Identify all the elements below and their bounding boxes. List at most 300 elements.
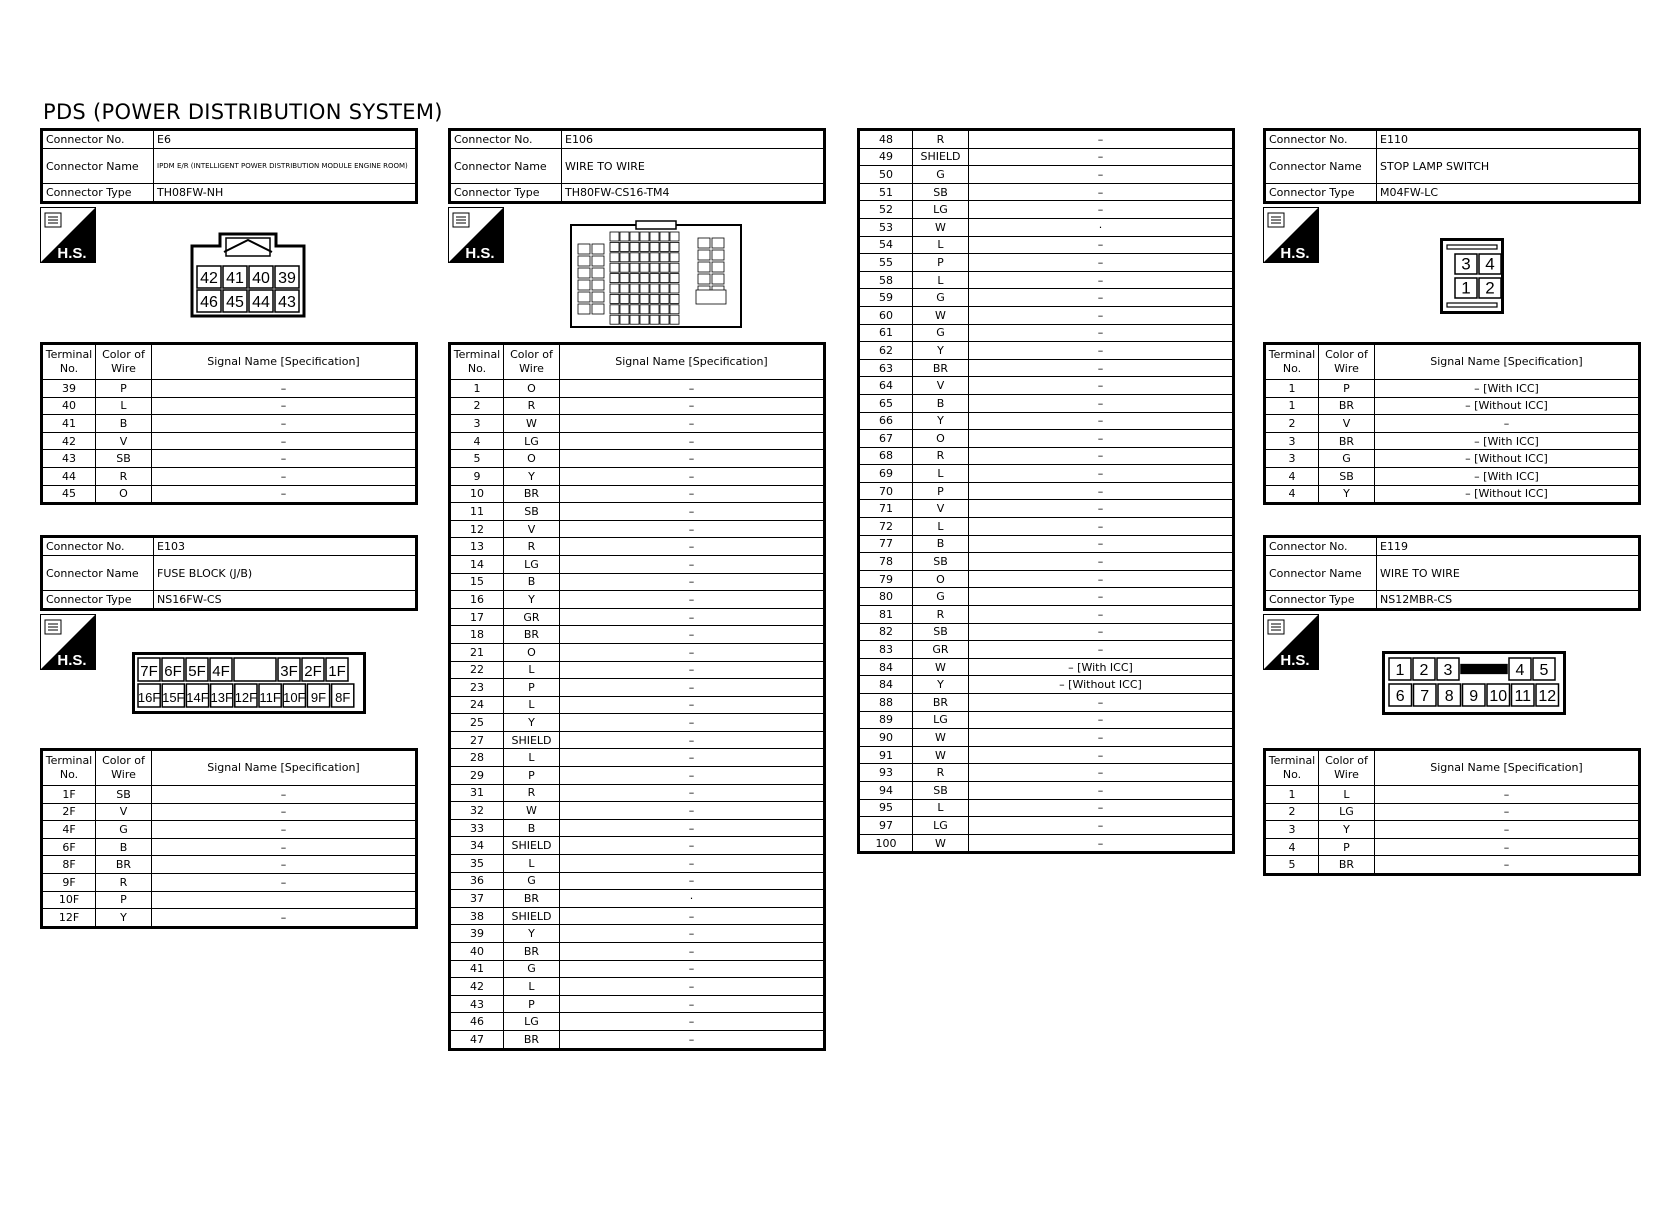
terminal-number: 22 bbox=[450, 661, 504, 679]
connector-no-label: Connector No. bbox=[1265, 537, 1377, 556]
signal-name: – bbox=[152, 838, 417, 856]
connector-e6-header bbox=[40, 128, 418, 204]
wire-color: V bbox=[913, 500, 969, 518]
pin-number: 40 bbox=[252, 270, 270, 288]
table-row bbox=[450, 784, 825, 802]
terminal-number: 63 bbox=[859, 359, 913, 377]
table-row bbox=[450, 485, 825, 503]
terminal-number: 24 bbox=[450, 696, 504, 714]
terminal-number: 12F bbox=[42, 909, 96, 928]
pin-number: 2 bbox=[1485, 278, 1495, 298]
signal-name: – bbox=[969, 694, 1234, 712]
wire-color: BR bbox=[913, 694, 969, 712]
signal-name: – bbox=[560, 696, 825, 714]
terminal-number: 81 bbox=[859, 606, 913, 624]
wire-color: V bbox=[1319, 415, 1375, 433]
signal-name: – bbox=[560, 749, 825, 767]
connector-type-value: TH08FW-NH bbox=[154, 184, 417, 203]
pin-cavity bbox=[620, 242, 629, 251]
wire-color: BR bbox=[504, 890, 560, 908]
pin-cavity bbox=[610, 232, 619, 241]
terminal-number: 70 bbox=[859, 482, 913, 500]
signal-name: – bbox=[969, 289, 1234, 307]
terminal-number: 10 bbox=[450, 485, 504, 503]
terminal-number: 93 bbox=[859, 764, 913, 782]
terminal-number: 6F bbox=[42, 838, 96, 856]
pin-number: 13F bbox=[210, 689, 233, 705]
signal-name: – bbox=[560, 467, 825, 485]
terminal-number: 64 bbox=[859, 377, 913, 395]
table-row bbox=[42, 909, 417, 928]
pin-number: 4F bbox=[212, 662, 230, 680]
table-row bbox=[42, 891, 417, 909]
pin-cavity bbox=[650, 232, 659, 241]
terminal-number: 80 bbox=[859, 588, 913, 606]
pin-cavity bbox=[670, 242, 679, 251]
wire-color: SB bbox=[96, 786, 152, 804]
wire-color: B bbox=[96, 838, 152, 856]
wire-color: V bbox=[96, 432, 152, 450]
pin-number: 10 bbox=[1489, 688, 1508, 706]
table-row bbox=[859, 359, 1234, 377]
terminal-number: 41 bbox=[450, 960, 504, 978]
wire-color: L bbox=[913, 271, 969, 289]
table-row bbox=[1265, 397, 1640, 415]
terminal-number: 71 bbox=[859, 500, 913, 518]
wire-color: G bbox=[913, 588, 969, 606]
table-row bbox=[450, 855, 825, 873]
signal-name: – bbox=[969, 324, 1234, 342]
wire-color: P bbox=[913, 254, 969, 272]
harness-side-icon bbox=[1263, 207, 1319, 263]
wire-color: W bbox=[913, 306, 969, 324]
signal-name: – bbox=[969, 570, 1234, 588]
table-row bbox=[450, 450, 825, 468]
table-row bbox=[450, 397, 825, 415]
terminal-number: 84 bbox=[859, 676, 913, 694]
wire-color: SB bbox=[1319, 467, 1375, 485]
signal-name: – bbox=[152, 821, 417, 839]
wire-color: Y bbox=[504, 925, 560, 943]
pin-cavity bbox=[578, 280, 590, 290]
terminal-number: 61 bbox=[859, 324, 913, 342]
pin-cavity bbox=[650, 242, 659, 251]
pin-cavity bbox=[630, 305, 639, 314]
pin-cavity bbox=[670, 232, 679, 241]
terminal-number: 44 bbox=[42, 467, 96, 485]
signal-name: – [Without ICC] bbox=[1375, 485, 1640, 504]
terminal-number: 42 bbox=[42, 432, 96, 450]
wire-color: Y bbox=[913, 676, 969, 694]
pin-cavity bbox=[620, 263, 629, 272]
signal-name: – bbox=[969, 623, 1234, 641]
table-row bbox=[1265, 467, 1640, 485]
table-row bbox=[859, 148, 1234, 166]
wire-color: P bbox=[96, 380, 152, 398]
pin-cavity bbox=[698, 238, 710, 248]
signal-name: – [Without ICC] bbox=[1375, 397, 1640, 415]
terminal-number: 3 bbox=[1265, 821, 1319, 839]
table-row bbox=[859, 588, 1234, 606]
terminal-number: 18 bbox=[450, 626, 504, 644]
terminal-number: 5 bbox=[450, 450, 504, 468]
wire-color: L bbox=[504, 978, 560, 996]
wire-color: R bbox=[504, 784, 560, 802]
terminal-number: 25 bbox=[450, 714, 504, 732]
pin-cavity bbox=[610, 315, 619, 324]
wire-color: R bbox=[913, 606, 969, 624]
signal-name: – bbox=[969, 236, 1234, 254]
table-row bbox=[859, 781, 1234, 799]
terminal-number: 48 bbox=[859, 130, 913, 149]
table-row bbox=[450, 943, 825, 961]
wire-color: SB bbox=[913, 183, 969, 201]
signal-name: – bbox=[560, 837, 825, 855]
connector-e6-terminal-table bbox=[40, 342, 418, 505]
table-row bbox=[42, 467, 417, 485]
wire-color-header: Color of Wire bbox=[96, 344, 152, 380]
signal-name: – bbox=[560, 819, 825, 837]
connector-e106-terminal-table-continued bbox=[857, 128, 1235, 854]
terminal-number: 43 bbox=[42, 450, 96, 468]
wire-color: Y bbox=[504, 467, 560, 485]
wire-color: G bbox=[96, 821, 152, 839]
table-row bbox=[450, 520, 825, 538]
wire-color: O bbox=[504, 450, 560, 468]
terminal-number: 12 bbox=[450, 520, 504, 538]
pin-cavity bbox=[640, 284, 649, 293]
connector-no-value: E106 bbox=[562, 130, 825, 149]
table-row bbox=[859, 799, 1234, 817]
signal-name: – bbox=[969, 781, 1234, 799]
signal-name: – bbox=[152, 909, 417, 928]
signal-name: – bbox=[152, 432, 417, 450]
pin-cavity bbox=[620, 284, 629, 293]
table-row bbox=[1265, 786, 1640, 804]
terminal-number: 9 bbox=[450, 467, 504, 485]
signal-name: – bbox=[560, 872, 825, 890]
signal-name: – bbox=[560, 925, 825, 943]
pin-cavity bbox=[620, 253, 629, 262]
terminal-number: 65 bbox=[859, 394, 913, 412]
signal-name: – bbox=[969, 553, 1234, 571]
signal-name: – [With ICC] bbox=[1375, 432, 1640, 450]
pin-blank bbox=[1461, 665, 1507, 674]
terminal-number: 41 bbox=[42, 415, 96, 433]
terminal-number: 59 bbox=[859, 289, 913, 307]
pin-number: 4 bbox=[1515, 662, 1525, 680]
signal-name: – bbox=[969, 254, 1234, 272]
connector-name-value: IPDM E/R (INTELLIGENT POWER DISTRIBUTION MODULE ENGINE ROOM) bbox=[154, 149, 417, 184]
signal-name: – bbox=[969, 412, 1234, 430]
pin-cavity bbox=[698, 250, 710, 260]
table-row bbox=[450, 978, 825, 996]
wire-color: BR bbox=[1319, 397, 1375, 415]
table-row bbox=[450, 626, 825, 644]
terminal-number: 62 bbox=[859, 342, 913, 360]
wire-color: P bbox=[504, 679, 560, 697]
terminal-number: 8F bbox=[42, 856, 96, 874]
signal-name: – bbox=[560, 855, 825, 873]
signal-name: – bbox=[560, 767, 825, 785]
terminal-number: 4 bbox=[1265, 838, 1319, 856]
signal-name: – bbox=[152, 856, 417, 874]
pin-cavity bbox=[660, 263, 669, 272]
wire-color-header: Color of Wire bbox=[1319, 344, 1375, 380]
signal-name: – bbox=[152, 803, 417, 821]
pin-cavity bbox=[630, 284, 639, 293]
terminal-number: 83 bbox=[859, 641, 913, 659]
terminal-number: 35 bbox=[450, 855, 504, 873]
wire-color: B bbox=[913, 394, 969, 412]
terminal-no-header: Terminal No. bbox=[42, 750, 96, 786]
table-row bbox=[450, 538, 825, 556]
pin-cavity bbox=[670, 305, 679, 314]
connector-type-value: NS12MBR-CS bbox=[1377, 591, 1640, 610]
wire-color: GR bbox=[913, 641, 969, 659]
table-row bbox=[450, 696, 825, 714]
terminal-no-header: Terminal No. bbox=[1265, 750, 1319, 786]
table-row bbox=[859, 553, 1234, 571]
terminal-no-header: Terminal No. bbox=[450, 344, 504, 380]
pin-cavity bbox=[630, 253, 639, 262]
signal-name: – bbox=[969, 500, 1234, 518]
wire-color: BR bbox=[504, 943, 560, 961]
terminal-number: 15 bbox=[450, 573, 504, 591]
wire-color: Y bbox=[1319, 485, 1375, 504]
table-row bbox=[450, 573, 825, 591]
pin-number: 7F bbox=[140, 662, 158, 680]
pin-number: 41 bbox=[226, 270, 244, 288]
wire-color: SHIELD bbox=[504, 907, 560, 925]
pin-cavity bbox=[578, 304, 590, 314]
signal-name: – bbox=[969, 306, 1234, 324]
pin-number: 1 bbox=[1395, 662, 1405, 680]
table-row bbox=[450, 467, 825, 485]
wire-color: L bbox=[504, 855, 560, 873]
pin-number: 39 bbox=[278, 270, 296, 288]
signal-name: – bbox=[969, 729, 1234, 747]
connector-name-label: Connector Name bbox=[42, 556, 154, 591]
signal-name-header: Signal Name [Specification] bbox=[152, 750, 417, 786]
table-row bbox=[42, 873, 417, 891]
hs-label: H.S. bbox=[1280, 652, 1310, 669]
wire-color: W bbox=[504, 415, 560, 433]
connector-e106-terminal-table bbox=[448, 342, 826, 1051]
pin-cavity bbox=[660, 253, 669, 262]
pin-cavity bbox=[592, 268, 604, 278]
connector-e106-face bbox=[570, 220, 742, 328]
pin-number: 5F bbox=[188, 662, 206, 680]
pin-number: 12 bbox=[1538, 688, 1557, 706]
pin-number: 3F bbox=[280, 662, 298, 680]
terminal-number: 97 bbox=[859, 817, 913, 835]
terminal-number: 23 bbox=[450, 679, 504, 697]
pin-number: 44 bbox=[252, 294, 270, 312]
connector-type-label: Connector Type bbox=[450, 184, 562, 203]
pin-number: 16F bbox=[137, 689, 161, 705]
pin-number: 5 bbox=[1539, 662, 1549, 680]
terminal-number: 28 bbox=[450, 749, 504, 767]
wire-color: G bbox=[913, 324, 969, 342]
terminal-number: 36 bbox=[450, 872, 504, 890]
table-row bbox=[42, 786, 417, 804]
pin-number: 9F bbox=[310, 689, 327, 705]
table-row bbox=[859, 183, 1234, 201]
connector-e110-face bbox=[1440, 238, 1504, 314]
signal-name: – bbox=[969, 641, 1234, 659]
signal-name: – bbox=[969, 606, 1234, 624]
table-row bbox=[450, 872, 825, 890]
table-row bbox=[859, 623, 1234, 641]
wire-color: R bbox=[96, 873, 152, 891]
table-row bbox=[859, 218, 1234, 236]
terminal-number: 42 bbox=[450, 978, 504, 996]
signal-name: – bbox=[969, 148, 1234, 166]
wire-color: Y bbox=[913, 342, 969, 360]
table-row bbox=[450, 591, 825, 609]
connector-name-label: Connector Name bbox=[1265, 556, 1377, 591]
wire-color: L bbox=[913, 236, 969, 254]
table-row bbox=[859, 606, 1234, 624]
signal-name-header: Signal Name [Specification] bbox=[1375, 344, 1640, 380]
wire-color: G bbox=[504, 872, 560, 890]
connector-e6-face bbox=[190, 232, 306, 318]
pin-cavity bbox=[578, 268, 590, 278]
terminal-no-header: Terminal No. bbox=[1265, 344, 1319, 380]
wire-color: R bbox=[96, 467, 152, 485]
table-row bbox=[450, 608, 825, 626]
wire-color: G bbox=[1319, 450, 1375, 468]
pin-cavity bbox=[698, 274, 710, 284]
signal-name: – bbox=[560, 802, 825, 820]
connector-e110-terminal-table bbox=[1263, 342, 1641, 505]
signal-name: – bbox=[560, 714, 825, 732]
signal-name: – bbox=[560, 380, 825, 398]
signal-name: – bbox=[560, 450, 825, 468]
wire-color: Y bbox=[913, 412, 969, 430]
signal-name: – [Without ICC] bbox=[969, 676, 1234, 694]
table-row bbox=[450, 415, 825, 433]
table-row bbox=[859, 570, 1234, 588]
terminal-number: 39 bbox=[450, 925, 504, 943]
table-row bbox=[450, 555, 825, 573]
harness-side-icon bbox=[40, 614, 96, 670]
table-row bbox=[450, 995, 825, 1013]
wire-color: B bbox=[504, 819, 560, 837]
table-row bbox=[859, 201, 1234, 219]
terminal-number: 38 bbox=[450, 907, 504, 925]
signal-name: – bbox=[969, 518, 1234, 536]
harness-side-icon bbox=[448, 207, 504, 263]
terminal-number: 4 bbox=[1265, 485, 1319, 504]
pin-number: 2 bbox=[1419, 662, 1429, 680]
pin-cavity bbox=[630, 232, 639, 241]
signal-name: – bbox=[969, 711, 1234, 729]
connector-no-value: E119 bbox=[1377, 537, 1640, 556]
pin-number: 42 bbox=[200, 270, 218, 288]
signal-name-header: Signal Name [Specification] bbox=[1375, 750, 1640, 786]
wire-color: V bbox=[96, 803, 152, 821]
wire-color: SB bbox=[913, 781, 969, 799]
table-row bbox=[859, 271, 1234, 289]
table-row bbox=[450, 819, 825, 837]
signal-name: – bbox=[560, 573, 825, 591]
terminal-number: 33 bbox=[450, 819, 504, 837]
wire-color: B bbox=[504, 573, 560, 591]
signal-name: – bbox=[560, 503, 825, 521]
pin-cavity bbox=[650, 294, 659, 303]
pin-number: 9 bbox=[1469, 688, 1479, 706]
terminal-number: 17 bbox=[450, 608, 504, 626]
terminal-number: 2 bbox=[1265, 803, 1319, 821]
terminal-number: 4F bbox=[42, 821, 96, 839]
table-row bbox=[450, 679, 825, 697]
terminal-number: 84 bbox=[859, 658, 913, 676]
signal-name: – bbox=[969, 447, 1234, 465]
terminal-number: 100 bbox=[859, 834, 913, 853]
terminal-number: 49 bbox=[859, 148, 913, 166]
pin-cavity bbox=[640, 315, 649, 324]
signal-name: – bbox=[152, 485, 417, 504]
wire-color: SB bbox=[504, 503, 560, 521]
wire-color: BR bbox=[504, 1030, 560, 1049]
terminal-number: 94 bbox=[859, 781, 913, 799]
table-row bbox=[450, 767, 825, 785]
table-row bbox=[1265, 415, 1640, 433]
terminal-number: 2F bbox=[42, 803, 96, 821]
wire-color: V bbox=[504, 520, 560, 538]
wire-color: B bbox=[913, 535, 969, 553]
pin-number: 14F bbox=[186, 689, 209, 705]
wire-color: GR bbox=[504, 608, 560, 626]
wire-color: L bbox=[504, 749, 560, 767]
table-row bbox=[859, 694, 1234, 712]
pin-cavity bbox=[620, 305, 629, 314]
terminal-number: 13 bbox=[450, 538, 504, 556]
pin-cavity bbox=[578, 256, 590, 266]
terminal-number: 51 bbox=[859, 183, 913, 201]
terminal-number: 5 bbox=[1265, 856, 1319, 875]
wire-color: P bbox=[913, 482, 969, 500]
table-row bbox=[859, 729, 1234, 747]
table-row bbox=[859, 394, 1234, 412]
connector-e103-header bbox=[40, 535, 418, 611]
signal-name: – bbox=[969, 183, 1234, 201]
table-row bbox=[859, 412, 1234, 430]
table-row bbox=[859, 658, 1234, 676]
signal-name: – bbox=[1375, 838, 1640, 856]
pin-cavity bbox=[650, 284, 659, 293]
wire-color: O bbox=[504, 643, 560, 661]
table-row bbox=[42, 450, 417, 468]
connector-e103-terminal-table bbox=[40, 748, 418, 929]
terminal-number: 46 bbox=[450, 1013, 504, 1031]
table-row bbox=[859, 500, 1234, 518]
signal-name: – bbox=[969, 482, 1234, 500]
wire-color: SB bbox=[96, 450, 152, 468]
pin-cavity bbox=[640, 263, 649, 272]
table-row bbox=[859, 166, 1234, 184]
terminal-number: 58 bbox=[859, 271, 913, 289]
pin-cavity bbox=[660, 274, 669, 283]
terminal-number: 1 bbox=[1265, 786, 1319, 804]
signal-name: – bbox=[969, 430, 1234, 448]
table-row bbox=[859, 465, 1234, 483]
pin-cavity bbox=[610, 263, 619, 272]
pin-cavity bbox=[578, 244, 590, 254]
signal-name: – bbox=[152, 467, 417, 485]
